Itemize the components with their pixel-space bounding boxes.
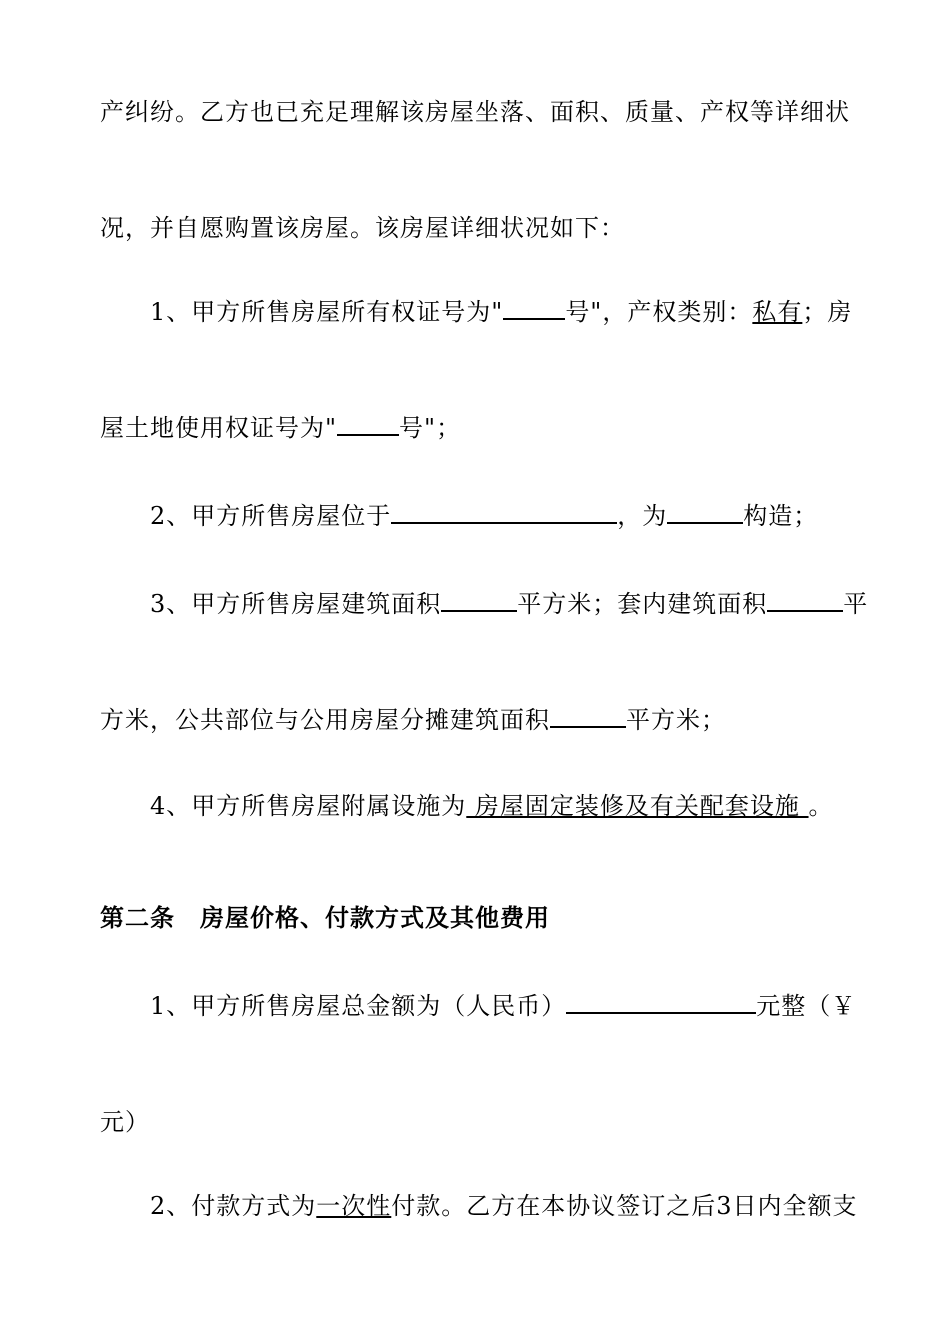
text: 元整（￥ xyxy=(756,992,857,1020)
text: 4、甲方所售房屋附属设施为 xyxy=(150,792,467,820)
clause-2-line xyxy=(150,500,818,532)
payment-type-value: 一次性 xyxy=(316,1192,392,1220)
text: 元） xyxy=(100,1108,150,1136)
section-heading xyxy=(100,902,550,934)
text: 方米，公共部位与公用房屋分摊建筑面积 xyxy=(100,706,550,734)
text: 号"，产权类别： xyxy=(565,298,753,326)
text: 构造； xyxy=(743,502,819,530)
text: 况，并自愿购置该房屋。该房屋详细状况如下： xyxy=(100,214,625,242)
price-line xyxy=(150,990,856,1022)
payment-line xyxy=(150,1190,858,1222)
location-blank xyxy=(391,502,617,524)
structure-blank xyxy=(667,502,743,524)
land-cert-blank xyxy=(337,414,399,436)
text: 屋土地使用权证号为" xyxy=(100,414,338,442)
text: 1、甲方所售房屋总金额为（人民币） xyxy=(150,992,567,1020)
text: 平方米； xyxy=(626,706,726,734)
text: ，为 xyxy=(617,502,668,530)
text: ；房 xyxy=(802,298,853,326)
text: 3、甲方所售房屋建筑面积 xyxy=(150,590,442,618)
property-type-value: 私有 xyxy=(752,298,803,326)
facilities-value: 房屋固定装修及有关配套设施 xyxy=(466,792,809,820)
paragraph-line-1 xyxy=(100,96,850,128)
text: 付款。乙方在本协议签订之后3日内全额支 xyxy=(391,1192,858,1220)
text: 平 xyxy=(843,590,869,618)
text: 。 xyxy=(808,792,834,820)
total-price-blank xyxy=(566,992,756,1014)
price-cont xyxy=(100,1106,150,1138)
shared-area-blank xyxy=(550,706,626,728)
clause-1-cont xyxy=(100,412,461,444)
paragraph-line-2 xyxy=(100,212,625,244)
text: 2、甲方所售房屋位于 xyxy=(150,502,392,530)
clause-3-line xyxy=(150,588,868,620)
inner-area-blank xyxy=(767,590,843,612)
clause-1-line xyxy=(150,296,852,328)
clause-4-line xyxy=(150,790,834,822)
text: 1、甲方所售房屋所有权证号为" xyxy=(150,298,504,326)
text: 2、付款方式为 xyxy=(150,1192,317,1220)
clause-3-cont xyxy=(100,704,726,736)
text: 产纠纷。乙方也已充足理解该房屋坐落、面积、质量、产权等详细状 xyxy=(100,98,850,126)
text: 号"； xyxy=(399,414,462,442)
text: 平方米；套内建筑面积 xyxy=(517,590,768,618)
ownership-cert-blank xyxy=(503,298,565,320)
building-area-blank xyxy=(441,590,517,612)
heading-text: 第二条 房屋价格、付款方式及其他费用 xyxy=(100,903,550,932)
